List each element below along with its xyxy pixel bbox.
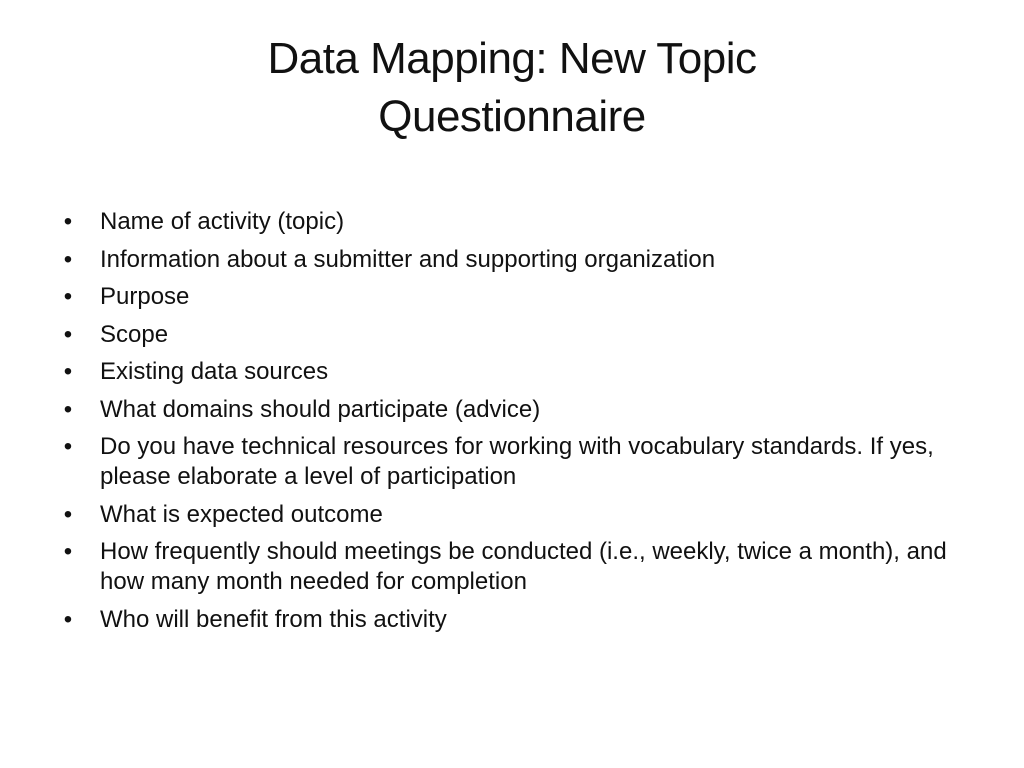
list-item xyxy=(56,245,976,275)
bullet-icon: • xyxy=(63,320,73,348)
list-item xyxy=(56,357,976,387)
bullet-icon: • xyxy=(63,538,73,565)
list-item xyxy=(56,432,976,492)
list-item xyxy=(56,395,976,425)
list-item-text: How frequently should meetings be conducted (i.e., weekly, twice a month), and how many month needed for completion xyxy=(100,538,947,595)
list-item-text: What is expected outcome xyxy=(100,500,383,528)
list-item-text: Name of activity (topic) xyxy=(100,208,345,235)
title-line-1: Data Mapping: New Topic xyxy=(267,34,757,83)
bullet-icon: • xyxy=(63,395,73,423)
list-item xyxy=(56,282,976,312)
list-item-text: Existing data sources xyxy=(100,358,329,385)
list-item xyxy=(56,320,976,350)
list-item-text: Who will benefit from this activity xyxy=(100,605,447,633)
bullet-icon: • xyxy=(63,358,73,385)
bullet-icon: • xyxy=(63,208,73,235)
list-item xyxy=(56,500,976,530)
bullet-icon: • xyxy=(63,433,73,460)
list-item-text: Purpose xyxy=(100,283,190,310)
bullet-list xyxy=(56,207,976,642)
bullet-icon: • xyxy=(63,500,73,528)
bullet-icon: • xyxy=(63,283,73,310)
slide-title xyxy=(112,30,912,146)
list-item xyxy=(56,537,976,597)
list-item-text: Scope xyxy=(100,320,169,348)
list-item-text: Do you have technical resources for working with vocabulary standards. If yes, please elaborate a level of participation xyxy=(100,433,934,490)
list-item xyxy=(56,605,976,635)
bullet-icon: • xyxy=(63,605,73,633)
list-item-text: What domains should participate (advice) xyxy=(100,395,541,423)
list-item-text: Information about a submitter and supporting organization xyxy=(100,245,716,273)
list-item xyxy=(56,207,976,237)
bullet-icon: • xyxy=(63,245,73,273)
title-line-2: Questionnaire xyxy=(378,92,646,141)
